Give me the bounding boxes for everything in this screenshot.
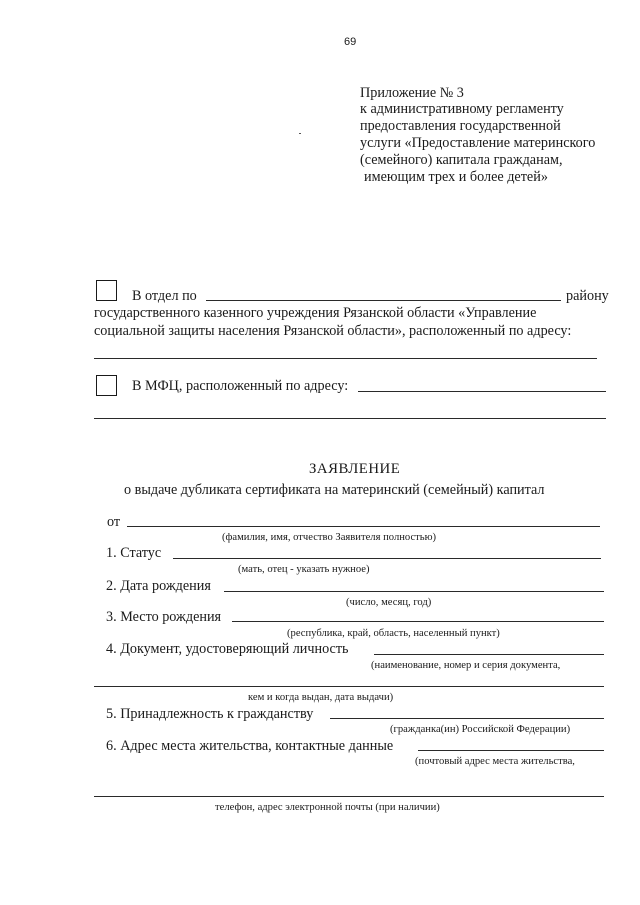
department-text-line3: социальной защиты населения Рязанской области», расположенный по адресу: [94, 323, 572, 339]
department-suffix: району [566, 288, 609, 304]
address-hint-2: телефон, адрес электронной почты (при наличии) [215, 802, 440, 813]
address-hint: (почтовый адрес места жительства, [415, 756, 575, 767]
appendix-line: имеющим трех и более детей» [364, 169, 548, 185]
page-number: 69 [344, 36, 357, 48]
id-doc-line-2[interactable] [94, 686, 604, 687]
department-prefix: В отдел по [132, 288, 197, 304]
status-line[interactable] [173, 558, 601, 559]
scan-speck [299, 133, 301, 134]
document-subtitle: о выдаче дубликата сертификата на материнский (семейный) капитал [124, 482, 545, 498]
birthplace-hint: (республика, край, область, населенный пункт) [287, 628, 500, 639]
document-title: ЗАЯВЛЕНИЕ [309, 461, 401, 477]
appendix-line: предоставления государственной [360, 118, 561, 134]
citizenship-line[interactable] [330, 718, 604, 719]
id-doc-hint: (наименование, номер и серия документа, [371, 660, 561, 671]
birthdate-line[interactable] [224, 591, 604, 592]
mfc-label: В МФЦ, расположенный по адресу: [132, 378, 349, 394]
appendix-line: к административному регламенту [360, 101, 564, 117]
department-checkbox[interactable] [96, 280, 117, 301]
birthplace-label: 3. Место рождения [106, 609, 222, 625]
status-hint: (мать, отец - указать нужное) [238, 564, 370, 575]
appendix-line: Приложение № 3 [360, 85, 464, 101]
district-input-line[interactable] [206, 300, 561, 301]
mfc-address-line-2[interactable] [94, 418, 606, 419]
birthdate-hint: (число, месяц, год) [346, 597, 432, 608]
id-doc-line[interactable] [374, 654, 604, 655]
citizenship-hint: (гражданка(ин) Российской Федерации) [390, 724, 571, 735]
address-label: 6. Адрес места жительства, контактные данные [106, 738, 394, 754]
appendix-line: услуги «Предоставление материнского [360, 135, 596, 151]
from-label: от [107, 514, 121, 530]
mfc-address-line[interactable] [358, 391, 606, 392]
id-doc-hint-2: кем и когда выдан, дата выдачи) [248, 692, 394, 703]
applicant-name-hint: (фамилия, имя, отчество Заявителя полностью) [222, 532, 437, 543]
birthplace-line[interactable] [232, 621, 604, 622]
department-address-line[interactable] [94, 358, 597, 359]
address-line-2[interactable] [94, 796, 604, 797]
mfc-checkbox[interactable] [96, 375, 117, 396]
department-text-line2: государственного казенного учреждения Рязанской области «Управление [94, 305, 537, 321]
address-line[interactable] [418, 750, 604, 751]
status-label: 1. Статус [106, 545, 162, 561]
applicant-name-line[interactable] [127, 526, 600, 527]
birthdate-label: 2. Дата рождения [106, 578, 211, 594]
appendix-line: (семейного) капитала гражданам, [360, 152, 563, 168]
id-doc-label: 4. Документ, удостоверяющий личность [106, 641, 349, 657]
citizenship-label: 5. Принадлежность к гражданству [106, 706, 314, 722]
